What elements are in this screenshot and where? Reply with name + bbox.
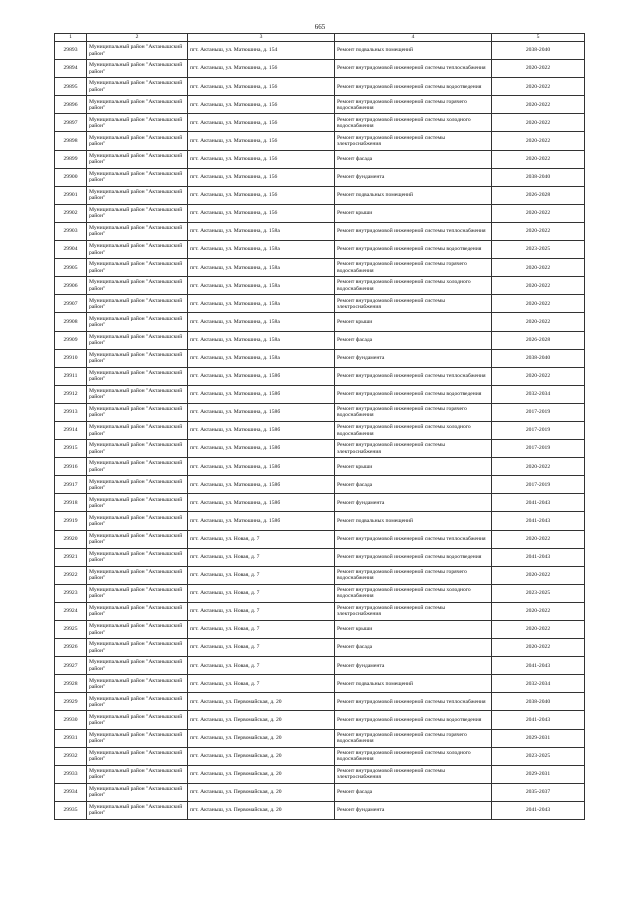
address-cell: пгт. Актаныш, ул. Новая, д. 7 (188, 530, 335, 548)
address-cell: пгт. Актаныш, ул. Матюшина, д. 156 (188, 78, 335, 96)
period-cell: 2026-2028 (492, 186, 585, 204)
table-row (55, 421, 585, 439)
period-cell: 2020-2022 (492, 60, 585, 78)
municipality-cell: Муниципальный район "Актанышский район" (87, 186, 188, 204)
row-number: 29908 (55, 313, 87, 331)
table-row (55, 747, 585, 765)
municipality-cell: Муниципальный район "Актанышский район" (87, 711, 188, 729)
address-cell: пгт. Актаныш, ул. Матюшина, д. 158а (188, 349, 335, 367)
period-cell: 2020-2022 (492, 458, 585, 476)
municipality-cell: Муниципальный район "Актанышский район" (87, 440, 188, 458)
address-cell: пгт. Актаныш, ул. Матюшина, д. 158а (188, 277, 335, 295)
table-row (55, 440, 585, 458)
period-cell: 2041-2043 (492, 548, 585, 566)
period-cell: 2041-2043 (492, 801, 585, 819)
work-type-cell: Ремонт внутридомовой инженерной системы теплоснабжения (335, 367, 492, 385)
row-number: 29925 (55, 621, 87, 639)
address-cell: пгт. Актаныш, ул. Новая, д. 7 (188, 639, 335, 657)
municipality-cell: Муниципальный район "Актанышский район" (87, 295, 188, 313)
period-cell: 2026-2028 (492, 331, 585, 349)
address-cell: пгт. Актаныш, ул. Первомайская, д. 20 (188, 711, 335, 729)
work-type-cell: Ремонт фундамента (335, 494, 492, 512)
row-number: 29926 (55, 639, 87, 657)
municipality-cell: Муниципальный район "Актанышский район" (87, 639, 188, 657)
row-number: 29903 (55, 222, 87, 240)
work-type-cell: Ремонт внутридомовой инженерной системы теплоснабжения (335, 222, 492, 240)
municipality-cell: Муниципальный район "Актанышский район" (87, 566, 188, 584)
municipality-cell: Муниципальный район "Актанышский район" (87, 530, 188, 548)
address-cell: пгт. Актаныш, ул. Первомайская, д. 20 (188, 801, 335, 819)
address-cell: пгт. Актаныш, ул. Матюшина, д. 156 (188, 204, 335, 222)
address-cell: пгт. Актаныш, ул. Матюшина, д. 156 (188, 60, 335, 78)
table-row (55, 801, 585, 819)
row-number: 29898 (55, 132, 87, 150)
municipality-cell: Муниципальный район "Актанышский район" (87, 801, 188, 819)
table-row (55, 331, 585, 349)
row-number: 29911 (55, 367, 87, 385)
work-type-cell: Ремонт внутридомовой инженерной системы водоотведения (335, 241, 492, 259)
work-type-cell: Ремонт подвальных помещений (335, 675, 492, 693)
period-cell: 2020-2022 (492, 639, 585, 657)
period-cell: 2017-2019 (492, 421, 585, 439)
address-cell: пгт. Актаныш, ул. Матюшина, д. 158б (188, 440, 335, 458)
work-type-cell: Ремонт фасада (335, 639, 492, 657)
column-header-2: 2 (87, 34, 188, 42)
period-cell: 2032-2034 (492, 675, 585, 693)
work-type-cell: Ремонт фасада (335, 150, 492, 168)
period-cell: 2032-2034 (492, 385, 585, 403)
work-type-cell: Ремонт внутридомовой инженерной системы горячего водоснабжения (335, 729, 492, 747)
work-type-cell: Ремонт фасада (335, 331, 492, 349)
repair-schedule-table (54, 33, 585, 820)
address-cell: пгт. Актаныш, ул. Матюшина, д. 158б (188, 494, 335, 512)
municipality-cell: Муниципальный район "Актанышский район" (87, 548, 188, 566)
municipality-cell: Муниципальный район "Актанышский район" (87, 42, 188, 60)
row-number: 29893 (55, 42, 87, 60)
table-row (55, 168, 585, 186)
period-cell: 2041-2043 (492, 657, 585, 675)
table-row (55, 150, 585, 168)
table-row (55, 42, 585, 60)
row-number: 29919 (55, 512, 87, 530)
row-number: 29928 (55, 675, 87, 693)
row-number: 29922 (55, 566, 87, 584)
row-number: 29899 (55, 150, 87, 168)
work-type-cell: Ремонт внутридомовой инженерной системы электроснабжения (335, 602, 492, 620)
row-number: 29906 (55, 277, 87, 295)
address-cell: пгт. Актаныш, ул. Матюшина, д. 158а (188, 222, 335, 240)
municipality-cell: Муниципальный район "Актанышский район" (87, 60, 188, 78)
row-number: 29910 (55, 349, 87, 367)
table-body (55, 42, 585, 820)
municipality-cell: Муниципальный район "Актанышский район" (87, 783, 188, 801)
table-row (55, 693, 585, 711)
work-type-cell: Ремонт внутридомовой инженерной системы теплоснабжения (335, 530, 492, 548)
period-cell: 2038-2040 (492, 693, 585, 711)
table-row (55, 675, 585, 693)
row-number: 29907 (55, 295, 87, 313)
work-type-cell: Ремонт крыши (335, 458, 492, 476)
municipality-cell: Муниципальный район "Актанышский район" (87, 602, 188, 620)
table-row (55, 367, 585, 385)
table-row (55, 403, 585, 421)
table-row (55, 458, 585, 476)
table-row (55, 222, 585, 240)
row-number: 29902 (55, 204, 87, 222)
row-number: 29929 (55, 693, 87, 711)
municipality-cell: Муниципальный район "Актанышский район" (87, 765, 188, 783)
column-header-1: 1 (55, 34, 87, 42)
table-row (55, 313, 585, 331)
period-cell: 2020-2022 (492, 367, 585, 385)
table-row (55, 584, 585, 602)
municipality-cell: Муниципальный район "Актанышский район" (87, 150, 188, 168)
work-type-cell: Ремонт внутридомовой инженерной системы холодного водоснабжения (335, 114, 492, 132)
table-row (55, 602, 585, 620)
table-row (55, 78, 585, 96)
period-cell: 2023-2025 (492, 241, 585, 259)
table-row (55, 241, 585, 259)
period-cell: 2020-2022 (492, 602, 585, 620)
work-type-cell: Ремонт подвальных помещений (335, 42, 492, 60)
row-number: 29927 (55, 657, 87, 675)
row-number: 29921 (55, 548, 87, 566)
address-cell: пгт. Актаныш, ул. Матюшина, д. 156 (188, 168, 335, 186)
address-cell: пгт. Актаныш, ул. Матюшина, д. 158б (188, 403, 335, 421)
period-cell: 2020-2022 (492, 277, 585, 295)
row-number: 29914 (55, 421, 87, 439)
period-cell: 2020-2022 (492, 259, 585, 277)
address-cell: пгт. Актаныш, ул. Матюшина, д. 156 (188, 186, 335, 204)
table-row (55, 512, 585, 530)
work-type-cell: Ремонт внутридомовой инженерной системы водоотведения (335, 78, 492, 96)
address-cell: пгт. Актаныш, ул. Первомайская, д. 20 (188, 729, 335, 747)
address-cell: пгт. Актаныш, ул. Первомайская, д. 20 (188, 747, 335, 765)
work-type-cell: Ремонт внутридомовой инженерной системы электроснабжения (335, 295, 492, 313)
municipality-cell: Муниципальный район "Актанышский район" (87, 657, 188, 675)
municipality-cell: Муниципальный район "Актанышский район" (87, 494, 188, 512)
work-type-cell: Ремонт внутридомовой инженерной системы электроснабжения (335, 765, 492, 783)
table-row (55, 60, 585, 78)
row-number: 29916 (55, 458, 87, 476)
municipality-cell: Муниципальный район "Актанышский район" (87, 458, 188, 476)
period-cell: 2020-2022 (492, 621, 585, 639)
address-cell: пгт. Актаныш, ул. Новая, д. 7 (188, 657, 335, 675)
period-cell: 2041-2043 (492, 512, 585, 530)
work-type-cell: Ремонт фундамента (335, 657, 492, 675)
work-type-cell: Ремонт внутридомовой инженерной системы холодного водоснабжения (335, 277, 492, 295)
row-number: 29923 (55, 584, 87, 602)
work-type-cell: Ремонт фасада (335, 783, 492, 801)
table-header-row (55, 34, 585, 42)
period-cell: 2020-2022 (492, 132, 585, 150)
period-cell: 2023-2025 (492, 747, 585, 765)
row-number: 29909 (55, 331, 87, 349)
table-row (55, 204, 585, 222)
period-cell: 2020-2022 (492, 204, 585, 222)
municipality-cell: Муниципальный район "Актанышский район" (87, 114, 188, 132)
municipality-cell: Муниципальный район "Актанышский район" (87, 403, 188, 421)
address-cell: пгт. Актаныш, ул. Новая, д. 7 (188, 548, 335, 566)
municipality-cell: Муниципальный район "Актанышский район" (87, 584, 188, 602)
table-row (55, 657, 585, 675)
work-type-cell: Ремонт внутридомовой инженерной системы горячего водоснабжения (335, 96, 492, 114)
address-cell: пгт. Актаныш, ул. Матюшина, д. 158б (188, 458, 335, 476)
work-type-cell: Ремонт внутридомовой инженерной системы электроснабжения (335, 440, 492, 458)
municipality-cell: Муниципальный район "Актанышский район" (87, 132, 188, 150)
address-cell: пгт. Актаныш, ул. Матюшина, д. 158а (188, 259, 335, 277)
municipality-cell: Муниципальный район "Актанышский район" (87, 421, 188, 439)
period-cell: 2017-2019 (492, 440, 585, 458)
column-header-5: 5 (492, 34, 585, 42)
municipality-cell: Муниципальный район "Актанышский район" (87, 675, 188, 693)
municipality-cell: Муниципальный район "Актанышский район" (87, 331, 188, 349)
period-cell: 2038-2040 (492, 42, 585, 60)
row-number: 29932 (55, 747, 87, 765)
municipality-cell: Муниципальный район "Актанышский район" (87, 96, 188, 114)
work-type-cell: Ремонт крыши (335, 313, 492, 331)
work-type-cell: Ремонт крыши (335, 204, 492, 222)
table-row (55, 765, 585, 783)
work-type-cell: Ремонт крыши (335, 621, 492, 639)
table-row (55, 566, 585, 584)
municipality-cell: Муниципальный район "Актанышский район" (87, 367, 188, 385)
work-type-cell: Ремонт внутридомовой инженерной системы холодного водоснабжения (335, 747, 492, 765)
table-row (55, 295, 585, 313)
table-row (55, 729, 585, 747)
municipality-cell: Муниципальный район "Актанышский район" (87, 476, 188, 494)
table-row (55, 277, 585, 295)
table-row (55, 783, 585, 801)
period-cell: 2023-2025 (492, 584, 585, 602)
municipality-cell: Муниципальный район "Актанышский район" (87, 693, 188, 711)
work-type-cell: Ремонт подвальных помещений (335, 512, 492, 530)
address-cell: пгт. Актаныш, ул. Матюшина, д. 154 (188, 42, 335, 60)
table-row (55, 385, 585, 403)
period-cell: 2017-2019 (492, 476, 585, 494)
period-cell: 2020-2022 (492, 78, 585, 96)
address-cell: пгт. Актаныш, ул. Новая, д. 7 (188, 602, 335, 620)
table-row (55, 639, 585, 657)
work-type-cell: Ремонт внутридомовой инженерной системы водоотведения (335, 548, 492, 566)
municipality-cell: Муниципальный район "Актанышский район" (87, 222, 188, 240)
work-type-cell: Ремонт внутридомовой инженерной системы холодного водоснабжения (335, 421, 492, 439)
period-cell: 2038-2040 (492, 349, 585, 367)
row-number: 29918 (55, 494, 87, 512)
address-cell: пгт. Актаныш, ул. Новая, д. 7 (188, 584, 335, 602)
period-cell: 2020-2022 (492, 313, 585, 331)
period-cell: 2020-2022 (492, 530, 585, 548)
period-cell: 2020-2022 (492, 222, 585, 240)
work-type-cell: Ремонт фасада (335, 476, 492, 494)
period-cell: 2020-2022 (492, 114, 585, 132)
row-number: 29905 (55, 259, 87, 277)
table-row (55, 530, 585, 548)
address-cell: пгт. Актаныш, ул. Новая, д. 7 (188, 621, 335, 639)
work-type-cell: Ремонт внутридомовой инженерной системы горячего водоснабжения (335, 403, 492, 421)
period-cell: 2020-2022 (492, 150, 585, 168)
row-number: 29924 (55, 602, 87, 620)
period-cell: 2020-2022 (492, 295, 585, 313)
municipality-cell: Муниципальный район "Актанышский район" (87, 259, 188, 277)
address-cell: пгт. Актаныш, ул. Матюшина, д. 158а (188, 295, 335, 313)
period-cell: 2029-2031 (492, 765, 585, 783)
period-cell: 2020-2022 (492, 96, 585, 114)
row-number: 29896 (55, 96, 87, 114)
address-cell: пгт. Актаныш, ул. Матюшина, д. 156 (188, 114, 335, 132)
work-type-cell: Ремонт внутридомовой инженерной системы водоотведения (335, 385, 492, 403)
work-type-cell: Ремонт внутридомовой инженерной системы холодного водоснабжения (335, 584, 492, 602)
row-number: 29901 (55, 186, 87, 204)
period-cell: 2041-2043 (492, 711, 585, 729)
address-cell: пгт. Актаныш, ул. Матюшина, д. 156 (188, 132, 335, 150)
municipality-cell: Муниципальный район "Актанышский район" (87, 78, 188, 96)
table-row (55, 259, 585, 277)
work-type-cell: Ремонт фундамента (335, 801, 492, 819)
row-number: 29900 (55, 168, 87, 186)
row-number: 29930 (55, 711, 87, 729)
row-number: 29894 (55, 60, 87, 78)
row-number: 29931 (55, 729, 87, 747)
work-type-cell: Ремонт внутридомовой инженерной системы водоотведения (335, 711, 492, 729)
work-type-cell: Ремонт внутридомовой инженерной системы теплоснабжения (335, 693, 492, 711)
row-number: 29915 (55, 440, 87, 458)
municipality-cell: Муниципальный район "Актанышский район" (87, 385, 188, 403)
address-cell: пгт. Актаныш, ул. Новая, д. 7 (188, 675, 335, 693)
table-row (55, 494, 585, 512)
table-row (55, 96, 585, 114)
column-header-4: 4 (335, 34, 492, 42)
work-type-cell: Ремонт фундамента (335, 168, 492, 186)
table-row (55, 349, 585, 367)
address-cell: пгт. Актаныш, ул. Матюшина, д. 158б (188, 367, 335, 385)
address-cell: пгт. Актаныш, ул. Матюшина, д. 156 (188, 96, 335, 114)
period-cell: 2017-2019 (492, 403, 585, 421)
address-cell: пгт. Актаныш, ул. Матюшина, д. 158б (188, 512, 335, 530)
address-cell: пгт. Актаныш, ул. Матюшина, д. 158а (188, 331, 335, 349)
municipality-cell: Муниципальный район "Актанышский район" (87, 277, 188, 295)
municipality-cell: Муниципальный район "Актанышский район" (87, 747, 188, 765)
address-cell: пгт. Актаныш, ул. Матюшина, д. 156 (188, 150, 335, 168)
address-cell: пгт. Актаныш, ул. Первомайская, д. 20 (188, 765, 335, 783)
municipality-cell: Муниципальный район "Актанышский район" (87, 204, 188, 222)
period-cell: 2038-2040 (492, 168, 585, 186)
table-row (55, 132, 585, 150)
table-row (55, 711, 585, 729)
work-type-cell: Ремонт внутридомовой инженерной системы теплоснабжения (335, 60, 492, 78)
row-number: 29895 (55, 78, 87, 96)
address-cell: пгт. Актаныш, ул. Матюшина, д. 158б (188, 421, 335, 439)
table-row (55, 186, 585, 204)
municipality-cell: Муниципальный район "Актанышский район" (87, 621, 188, 639)
municipality-cell: Муниципальный район "Актанышский район" (87, 349, 188, 367)
row-number: 29897 (55, 114, 87, 132)
period-cell: 2020-2022 (492, 566, 585, 584)
period-cell: 2029-2031 (492, 729, 585, 747)
row-number: 29913 (55, 403, 87, 421)
work-type-cell: Ремонт внутридомовой инженерной системы горячего водоснабжения (335, 566, 492, 584)
row-number: 29920 (55, 530, 87, 548)
row-number: 29933 (55, 765, 87, 783)
work-type-cell: Ремонт внутридомовой инженерной системы горячего водоснабжения (335, 259, 492, 277)
row-number: 29934 (55, 783, 87, 801)
table-row (55, 114, 585, 132)
period-cell: 2041-2043 (492, 494, 585, 512)
municipality-cell: Муниципальный район "Актанышский район" (87, 241, 188, 259)
address-cell: пгт. Актаныш, ул. Матюшина, д. 158а (188, 241, 335, 259)
table-row (55, 476, 585, 494)
row-number: 29912 (55, 385, 87, 403)
table-row (55, 621, 585, 639)
municipality-cell: Муниципальный район "Актанышский район" (87, 512, 188, 530)
address-cell: пгт. Актаныш, ул. Матюшина, д. 158б (188, 476, 335, 494)
address-cell: пгт. Актаныш, ул. Матюшина, д. 158а (188, 313, 335, 331)
row-number: 29917 (55, 476, 87, 494)
municipality-cell: Муниципальный район "Актанышский район" (87, 168, 188, 186)
page-number: 665 (314, 23, 326, 31)
address-cell: пгт. Актаныш, ул. Первомайская, д. 20 (188, 783, 335, 801)
row-number: 29935 (55, 801, 87, 819)
column-header-3: 3 (188, 34, 335, 42)
address-cell: пгт. Актаныш, ул. Новая, д. 7 (188, 566, 335, 584)
address-cell: пгт. Актаныш, ул. Первомайская, д. 20 (188, 693, 335, 711)
period-cell: 2035-2037 (492, 783, 585, 801)
address-cell: пгт. Актаныш, ул. Матюшина, д. 158б (188, 385, 335, 403)
work-type-cell: Ремонт подвальных помещений (335, 186, 492, 204)
work-type-cell: Ремонт внутридомовой инженерной системы электроснабжения (335, 132, 492, 150)
municipality-cell: Муниципальный район "Актанышский район" (87, 313, 188, 331)
row-number: 29904 (55, 241, 87, 259)
work-type-cell: Ремонт фундамента (335, 349, 492, 367)
municipality-cell: Муниципальный район "Актанышский район" (87, 729, 188, 747)
table-row (55, 548, 585, 566)
